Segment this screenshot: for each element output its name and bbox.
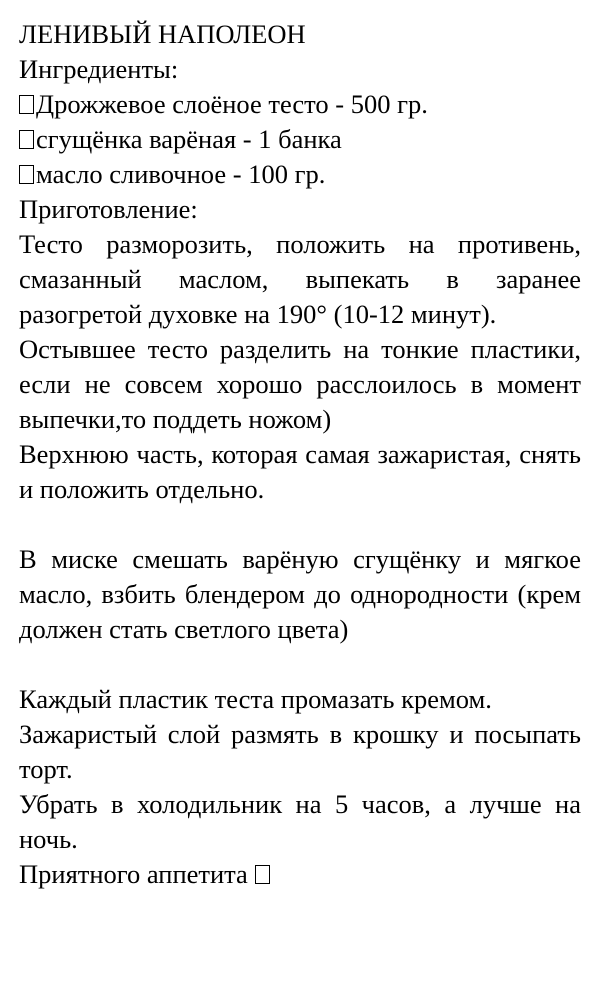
ingredients-heading: Ингредиенты: (19, 54, 179, 84)
step-paragraph: Каждый пластик теста промазать кремом. (19, 684, 492, 714)
ingredient-item (19, 122, 581, 157)
checkbox-icon (19, 165, 34, 184)
checkbox-icon (19, 130, 34, 149)
closing-text: Приятного аппетита (19, 859, 248, 889)
step-paragraph: Убрать в холодильник на 5 часов, а лучше на ночь. (19, 789, 581, 854)
closing-line (19, 857, 581, 892)
recipe-title: ЛЕНИВЫЙ НАПОЛЕОН (19, 19, 306, 49)
step-paragraph: Тесто разморозить, положить на противень, смазанный маслом, выпекать в заранее разогретой духовке на 190° (10-12 минут). (19, 229, 581, 329)
step-paragraph: В миске смешать варёную сгущёнку и мягкое масло, взбить блендером до однородности (крем должен стать светлого цвета) (19, 544, 581, 644)
ingredient-text: масло сливочное - 100 гр. (36, 159, 326, 189)
ingredient-item (19, 87, 581, 122)
blank-line (19, 507, 581, 542)
blank-line (19, 647, 581, 682)
step-paragraph: Зажаристый слой размять в крошку и посыпать торт. (19, 719, 581, 784)
checkbox-icon (19, 95, 34, 114)
square-icon (255, 865, 270, 884)
ingredient-item (19, 157, 581, 192)
preparation-heading: Приготовление: (19, 194, 198, 224)
step-paragraph: Верхнюю часть, которая самая зажаристая, снять и положить отдельно. (19, 439, 581, 504)
ingredient-text: Дрожжевое слоёное тесто - 500 гр. (36, 89, 428, 119)
step-paragraph: Остывшее тесто разделить на тонкие пластики, если не совсем хорошо расслоилось в момент выпечки,то поддеть ножом) (19, 334, 581, 434)
ingredient-text: сгущёнка варёная - 1 банка (36, 124, 342, 154)
